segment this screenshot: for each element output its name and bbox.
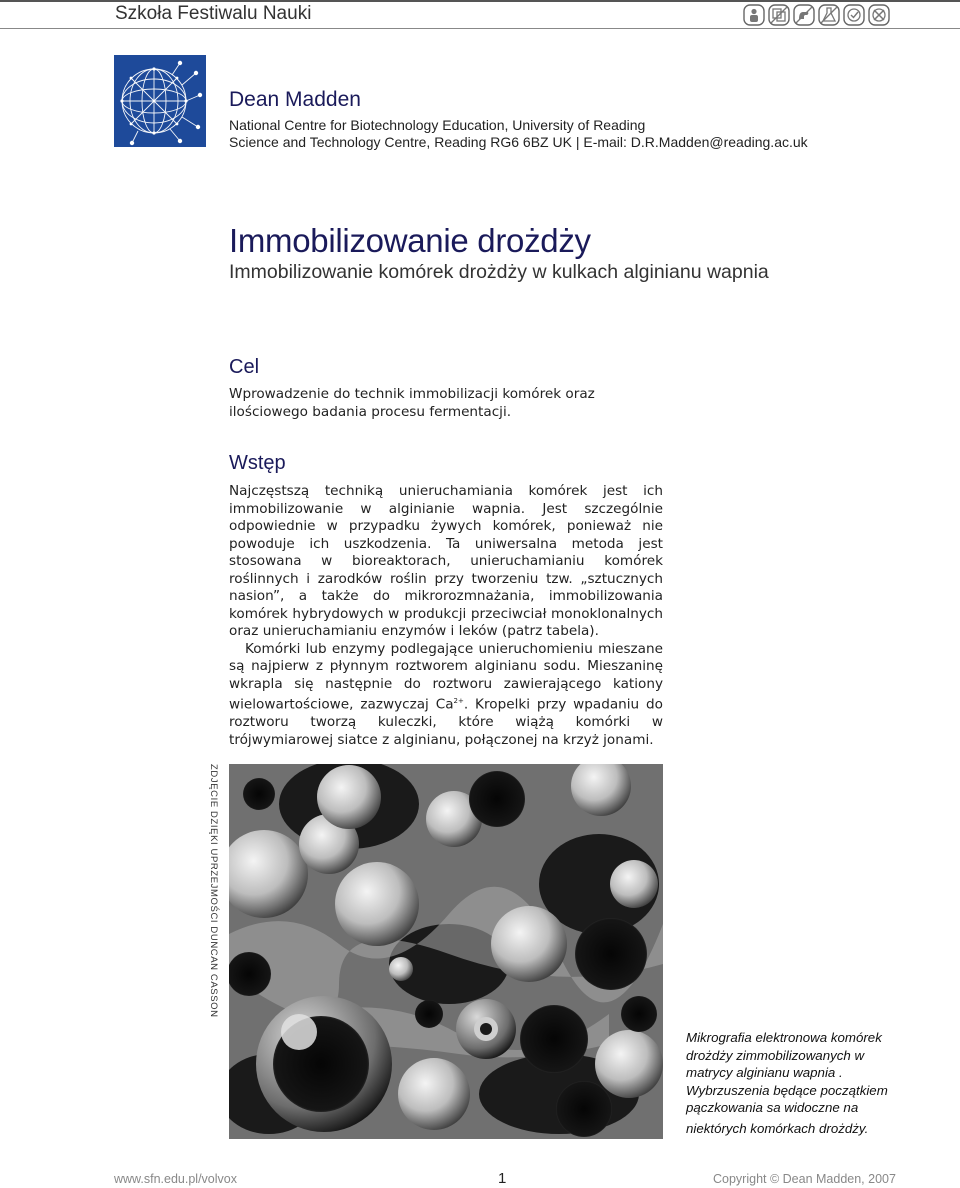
- header-icon-row: [743, 4, 890, 26]
- footer-url[interactable]: www.sfn.edu.pl/volvox: [114, 1172, 237, 1186]
- affiliation-line-1: National Centre for Biotechnology Education, University of Reading: [229, 117, 646, 133]
- flask-icon: [818, 4, 840, 26]
- yeast-micrograph: [229, 764, 663, 1139]
- caption-line-4: Wybrzuszenia będące początkiem: [686, 1082, 888, 1098]
- caption-line-2: drożdży zimmobilizowanych w: [686, 1047, 865, 1063]
- wstep-p2-start: Komórki lub enzymy podlegające unieruchomieniu mieszane są najpierw z płynnym roztworem alginianu sodu. Mieszaninę wkrapla się następnie do roztworu zawierającego kationy wielowartościowe, zazwyczaj Ca: [229, 640, 663, 713]
- section-heading-wstep: Wstęp: [229, 452, 286, 474]
- photo-credit: [205, 764, 221, 1018]
- page-title: Immobilizowanie drożdży: [229, 222, 591, 259]
- author-affiliation: [229, 117, 808, 151]
- hand-icon: [793, 4, 815, 26]
- caption-line-5: pączkowania sa widoczne na: [686, 1100, 859, 1115]
- header-brand: Szkoła Festiwalu Nauki: [115, 3, 312, 24]
- calcium-charge: 2+: [453, 697, 464, 705]
- wstep-p2-end: . Kropelki przy wpadaniu do roztworu tworzą kuleczki, które wiążą komórki w trójwymiarowej siatce z alginianu, połączonej na krzyż jonami.: [229, 696, 663, 748]
- footer-copyright: Copyright © Dean Madden, 2007: [713, 1172, 896, 1186]
- caption-line-6: niektórych komórkach drożdży.: [686, 1120, 869, 1136]
- header-bar: [0, 0, 960, 29]
- section-text-wstep: [229, 483, 663, 749]
- cross-icon: [868, 4, 890, 26]
- figure-caption: [686, 1029, 896, 1137]
- section-text-cel: Wprowadzenie do technik immobilizacji komórek oraz ilościowego badania procesu fermentacji.: [229, 386, 595, 420]
- caption-line-3: matrycy alginianu wapnia .: [686, 1065, 843, 1080]
- person-icon: [743, 4, 765, 26]
- caption-line-1: Mikrografia elektronowa komórek: [686, 1030, 882, 1045]
- author-name: Dean Madden: [229, 88, 361, 111]
- check-icon: [843, 4, 865, 26]
- wstep-paragraph-1: Najczęstszą techniką unieruchamiania komórek jest ich immobilizowanie w alginianie wapnia. Jest szczególnie odpowiednie w przypadku żywych komórek, ponieważ nie powoduje ich uszkodzenia. Ta uniwersalna metoda jest stosowana w bioreaktorach, unieruchamianiu komórek roślinnych i zarodków roślin przy tworzeniu tzw. „sztucznych nasion”, a także do mikrorozmnażania, immobilizowania komórek hybrydowych w produkcji przeciwciał monoklonalnych oraz unieruchamianiu enzymów i leków (patrz tabela).: [229, 483, 663, 639]
- institution-logo: [114, 55, 206, 147]
- wstep-paragraph-2: [229, 641, 663, 750]
- section-heading-cel: Cel: [229, 356, 260, 378]
- copy-icon: [768, 4, 790, 26]
- affiliation-line-2: Science and Technology Centre, Reading RG6 6BZ UK | E-mail: D.R.Madden@reading.ac.uk: [229, 134, 808, 150]
- page-subtitle: Immobilizowanie komórek drożdży w kulkach alginianu wapnia: [229, 261, 769, 283]
- page-number: 1: [498, 1170, 507, 1187]
- photo-credit-text: ZDJĘCIE DZIĘKI UPRZEJMOŚCI DUNCAN CASSON: [208, 764, 219, 1018]
